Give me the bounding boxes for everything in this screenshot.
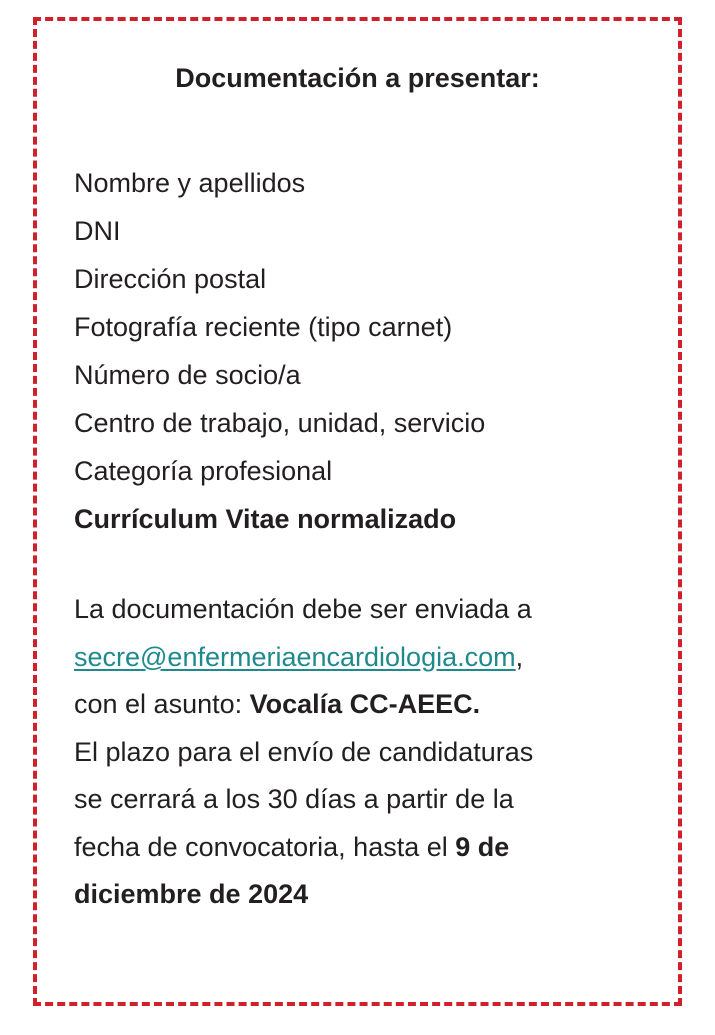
list-item-cv: Currículum Vitae normalizado bbox=[74, 504, 457, 534]
submission-intro: La documentación debe ser enviada a bbox=[74, 594, 532, 624]
email-link[interactable]: secre@enfermeriaencardiologia.com bbox=[74, 641, 516, 672]
subject-value: Vocalía CC-AEEC. bbox=[249, 689, 481, 719]
subject-line bbox=[74, 681, 654, 729]
deadline-date-part2: diciembre de 2024 bbox=[74, 879, 309, 909]
list-item: Categoría profesional bbox=[74, 456, 333, 486]
list-item: Centro de trabajo, unidad, servicio bbox=[74, 408, 486, 438]
list-item: Número de socio/a bbox=[74, 360, 301, 390]
list-item: Nombre y apellidos bbox=[74, 168, 306, 198]
deadline-prefix: fecha de convocatoria, hasta el bbox=[74, 831, 456, 862]
deadline-line-3 bbox=[74, 824, 654, 872]
list-item: DNI bbox=[74, 216, 121, 246]
deadline-line-4 bbox=[74, 871, 654, 919]
email-suffix: , bbox=[515, 641, 524, 672]
deadline-date-part1: 9 de bbox=[455, 831, 510, 862]
list-item: Fotografía reciente (tipo carnet) bbox=[74, 312, 453, 342]
documents-list bbox=[74, 159, 485, 543]
deadline-line-1: El plazo para el envío de candidaturas bbox=[74, 736, 534, 767]
list-item: Dirección postal bbox=[74, 264, 267, 294]
submission-paragraph bbox=[74, 586, 654, 919]
email-line bbox=[74, 634, 654, 682]
notice-title: Documentación a presentar: bbox=[175, 63, 540, 93]
deadline-line-2: se cerrará a los 30 días a partir de la bbox=[74, 784, 514, 814]
subject-prefix: con el asunto: bbox=[74, 689, 250, 719]
